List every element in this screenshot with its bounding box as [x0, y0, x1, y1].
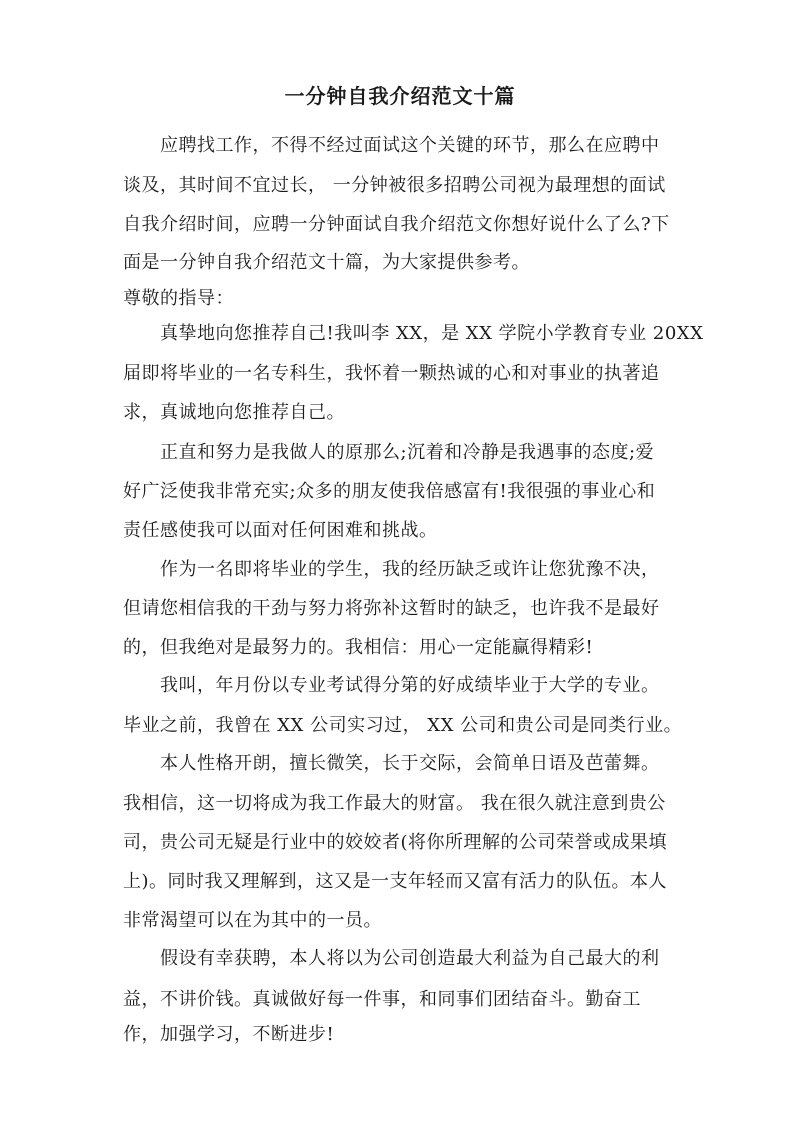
text-line: 面是一分钟自我介绍范文十篇，为大家提供参考。 [123, 252, 530, 273]
text-line: 的，但我绝对是最努力的。我相信：用心一定能赢得精彩! [123, 637, 594, 658]
text-line: 上)。同时我又理解到，这又是一支年轻而又富有活力的队伍。本人 [123, 871, 668, 892]
text-line: 好广泛使我非常充实;众多的朋友使我倍感富有!我很强的事业心和 [123, 481, 656, 502]
text-line: 本人性格开朗，擅长微笑，长于交际，会简单日语及芭蕾舞。 [160, 753, 660, 774]
text-line: 自我介绍时间，应聘一分钟面试自我介绍范文你想好说什么了么?下 [123, 214, 670, 235]
text-line: 谈及，其时间不宜过长， 一分钟被很多招聘公司视为最理想的面试 [123, 175, 666, 196]
text-line: 非常渴望可以在为其中的一员。 [123, 910, 382, 931]
text-line: 毕业之前，我曾在 XX 公司实习过， XX 公司和贵公司是同类行业。 [123, 715, 683, 736]
text-line: 责任感使我可以面对任何困难和挑战。 [123, 520, 438, 541]
text-line: 真挚地向您推荐自己!我叫李 XX，是 XX 学院小学教育专业 20XX [160, 323, 704, 344]
text-line: 假设有幸获聘，本人将以为公司创造最大利益为自己最大的利 [160, 948, 660, 969]
text-line: 正直和努力是我做人的原那么;沉着和冷静是我遇事的态度;爱 [160, 442, 655, 463]
text-line: 司，贵公司无疑是行业中的姣姣者(将你所理解的公司荣誉或成果填 [123, 832, 668, 853]
text-line: 我相信，这一切将成为我工作最大的财富。 我在很久就注意到贵公 [123, 793, 666, 814]
text-line: 届即将毕业的一名专科生，我怀着一颗热诚的心和对事业的执著追 [123, 363, 660, 384]
text-line: 我叫，年月份以专业考试得分第的好成绩毕业于大学的专业。 [160, 675, 660, 696]
text-line: 求，真诚地向您推荐自己。 [123, 402, 345, 423]
text-line: 但请您相信我的干劲与努力将弥补这暂时的缺乏，也许我不是最好 [123, 598, 660, 619]
text-line: 作，加强学习，不断进步! [123, 1024, 335, 1045]
text-line: 应聘找工作，不得不经过面试这个关键的环节，那么在应聘中 [160, 135, 660, 156]
salutation: 尊敬的指导： [123, 288, 234, 309]
document-title: 一分钟自我介绍范文十篇 [284, 84, 516, 108]
text-line: 益，不讲价钱。真诚做好每一件事，和同事们团结奋斗。勤奋工 [123, 989, 641, 1010]
text-line: 作为一名即将毕业的学生，我的经历缺乏或许让您犹豫不决， [160, 559, 660, 580]
